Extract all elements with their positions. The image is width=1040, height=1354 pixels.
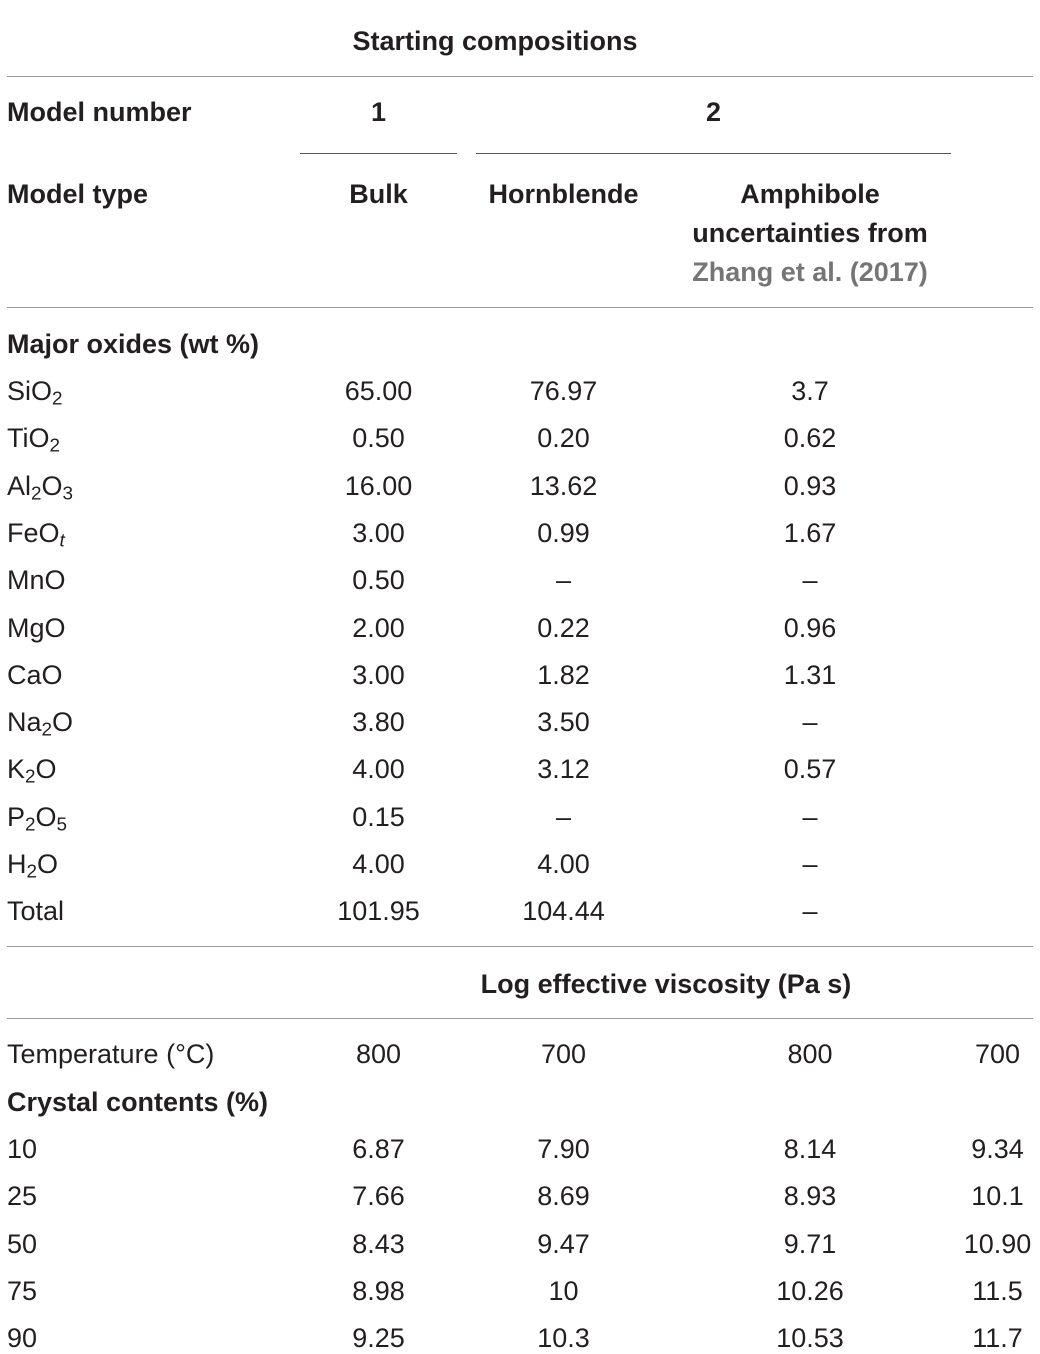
crystal-contents-label: Crystal contents (%) <box>7 1087 269 1117</box>
type-bulk: Bulk <box>349 179 408 209</box>
oxide-subscript: 2 <box>49 436 61 458</box>
temperature-col-3: 800 <box>787 1039 833 1069</box>
divider-header <box>7 307 1033 308</box>
oxide-hornblende-value: 76.97 <box>529 376 598 406</box>
oxide-symbol: CaO <box>7 659 63 690</box>
oxide-bulk-value: 3.00 <box>352 517 405 548</box>
oxide-bulk-value: 4.00 <box>352 754 405 785</box>
oxide-hornblende-value: 3.50 <box>537 707 590 738</box>
viscosity-value: 10.53 <box>776 1323 844 1354</box>
oxide-amphibole-value: – <box>802 896 818 927</box>
oxide-subscript: 3 <box>62 483 74 505</box>
oxide-hornblende-value: 0.99 <box>537 517 590 548</box>
oxide-amphibole-value: 0.62 <box>783 423 837 454</box>
oxide-symbol: Na <box>7 707 42 738</box>
oxide-label <box>7 517 65 552</box>
oxide-bulk-value: 3.80 <box>352 707 405 738</box>
viscosity-value: 11.5 <box>972 1275 1023 1306</box>
table-title: Starting compositions <box>352 26 638 56</box>
oxide-symbol: FeO <box>7 517 60 548</box>
oxide-symbol: K <box>7 754 26 785</box>
temperature-label: Temperature (°C) <box>7 1039 215 1069</box>
oxide-hornblende-value: 13.62 <box>529 470 598 501</box>
type-amphibole-line1: Amphibole <box>740 179 880 209</box>
oxide-hornblende-value: 104.44 <box>522 896 605 927</box>
oxide-subscript: 2 <box>31 483 42 505</box>
oxide-symbol: P <box>7 801 26 832</box>
oxide-hornblende-value: – <box>555 801 572 832</box>
oxide-hornblende-value: 1.82 <box>537 659 590 690</box>
divider-viscosity <box>7 1018 1033 1019</box>
oxide-bulk-value: 4.00 <box>352 849 405 879</box>
oxide-subscript: 2 <box>25 767 36 789</box>
viscosity-value: 9.34 <box>971 1134 1024 1164</box>
oxide-amphibole-value: – <box>802 849 818 879</box>
oxide-symbol: O <box>41 470 63 501</box>
oxide-symbol: O <box>37 849 59 879</box>
viscosity-value: 8.69 <box>537 1181 590 1212</box>
viscosity-title: Log effective viscosity (Pa s) <box>480 969 852 999</box>
oxide-subscript: t <box>59 530 65 552</box>
oxide-amphibole-value: – <box>802 801 818 832</box>
oxide-label <box>7 895 64 927</box>
viscosity-value: 9.25 <box>352 1323 405 1354</box>
viscosity-value: 7.90 <box>537 1134 590 1164</box>
viscosity-value: 11.7 <box>972 1323 1023 1354</box>
type-amphibole-line2: uncertainties from <box>692 218 928 248</box>
oxide-label <box>7 375 63 410</box>
viscosity-value: 8.43 <box>352 1228 405 1259</box>
oxide-hornblende-value: 0.22 <box>537 612 590 643</box>
oxide-label <box>7 848 59 883</box>
oxide-label <box>7 470 74 505</box>
oxide-label <box>7 564 66 596</box>
oxide-hornblende-value: 0.20 <box>537 423 590 454</box>
oxide-label <box>7 706 74 741</box>
oxide-label <box>7 422 61 458</box>
crystal-content-label: 75 <box>7 1275 38 1306</box>
viscosity-value: 9.71 <box>783 1228 837 1259</box>
oxide-hornblende-value: – <box>555 565 572 596</box>
model-number-2: 2 <box>705 97 722 127</box>
oxide-symbol: TiO <box>7 423 50 454</box>
temperature-col-2: 700 <box>540 1039 587 1069</box>
oxide-bulk-value: 65.00 <box>344 376 413 406</box>
oxide-amphibole-value: 3.7 <box>791 376 829 406</box>
oxide-bulk-value: 101.95 <box>337 896 420 927</box>
viscosity-value: 6.87 <box>352 1134 405 1164</box>
divider-top <box>7 76 1033 77</box>
model-number-label: Model number <box>7 97 192 127</box>
model-type-label: Model type <box>7 179 149 209</box>
oxide-bulk-value: 0.50 <box>352 565 405 596</box>
crystal-content-label: 10 <box>7 1134 38 1164</box>
oxide-symbol: H <box>7 849 27 879</box>
viscosity-value: 8.93 <box>783 1181 837 1212</box>
oxide-amphibole-value: 0.93 <box>783 470 837 501</box>
oxide-amphibole-value: – <box>802 707 818 738</box>
oxide-symbol: SiO <box>7 376 53 406</box>
oxide-amphibole-value: 0.96 <box>783 612 837 643</box>
viscosity-value: 8.14 <box>783 1134 837 1164</box>
model-2-underline <box>476 153 951 154</box>
oxide-subscript: 2 <box>26 861 38 883</box>
viscosity-value: 7.66 <box>352 1181 405 1212</box>
temperature-col-4: 700 <box>974 1039 1021 1069</box>
oxide-symbol: O <box>35 801 57 832</box>
oxide-amphibole-value: 1.67 <box>783 517 837 548</box>
viscosity-value: 10.1 <box>971 1181 1024 1212</box>
oxide-subscript: 2 <box>41 719 53 741</box>
oxide-bulk-value: 0.15 <box>352 801 405 832</box>
model-number-1: 1 <box>370 97 387 127</box>
viscosity-value: 10.90 <box>963 1228 1032 1259</box>
temperature-col-1: 800 <box>355 1039 402 1069</box>
divider-oxides <box>7 946 1033 947</box>
oxide-label <box>7 801 68 836</box>
oxide-subscript: 2 <box>52 388 63 410</box>
oxide-bulk-value: 0.50 <box>352 423 405 454</box>
oxide-label <box>7 659 63 691</box>
oxide-symbol: O <box>35 754 57 785</box>
model-1-underline <box>300 153 457 154</box>
oxide-label <box>7 753 57 789</box>
oxide-hornblende-value: 4.00 <box>537 849 590 879</box>
viscosity-value: 9.47 <box>537 1228 590 1259</box>
oxide-symbol: MgO <box>7 612 66 643</box>
crystal-content-label: 50 <box>7 1228 38 1259</box>
oxide-bulk-value: 3.00 <box>352 659 405 690</box>
major-oxides-label: Major oxides (wt %) <box>7 329 260 359</box>
oxide-subscript: 2 <box>25 814 36 836</box>
viscosity-value: 8.98 <box>352 1275 405 1306</box>
oxide-amphibole-value: 0.57 <box>783 754 837 785</box>
viscosity-value: 10.3 <box>537 1323 590 1354</box>
oxide-symbol: MnO <box>7 565 66 596</box>
type-hornblende: Hornblende <box>488 179 639 209</box>
oxide-hornblende-value: 3.12 <box>537 754 590 785</box>
crystal-content-label: 90 <box>7 1323 38 1354</box>
oxide-label <box>7 612 66 644</box>
viscosity-value: 10.26 <box>776 1275 844 1306</box>
viscosity-value: 10 <box>548 1275 579 1306</box>
oxide-bulk-value: 2.00 <box>352 612 405 643</box>
oxide-bulk-value: 16.00 <box>344 470 413 501</box>
oxide-symbol: O <box>52 707 74 738</box>
zhang-reference-link[interactable]: Zhang et al. (2017) <box>692 257 928 287</box>
oxide-amphibole-value: – <box>802 565 818 596</box>
oxide-symbol: Al <box>7 470 32 501</box>
oxide-subscript: 5 <box>56 814 68 836</box>
oxide-symbol: Total <box>7 896 65 927</box>
oxide-amphibole-value: 1.31 <box>783 659 837 690</box>
crystal-content-label: 25 <box>7 1181 38 1212</box>
